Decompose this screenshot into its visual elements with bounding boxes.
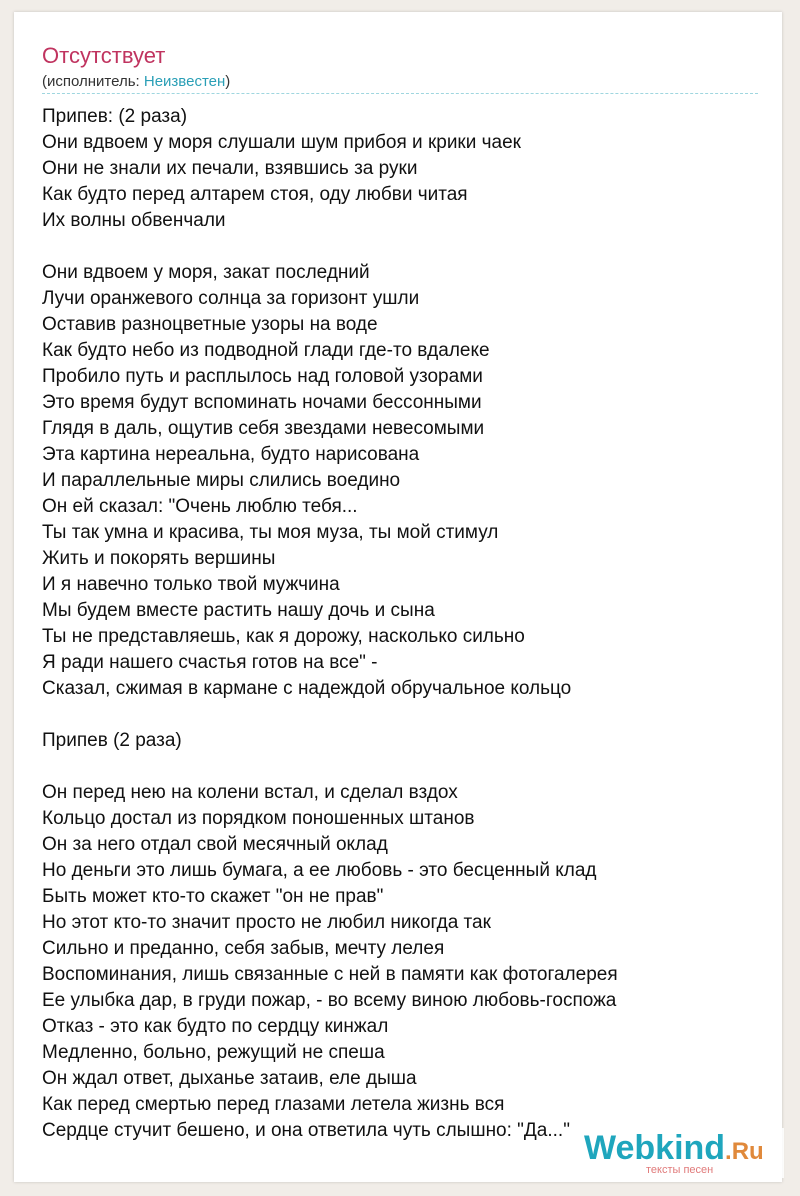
- lyric-line: Он за него отдал свой месячный оклад: [42, 834, 388, 855]
- lyric-line: Я ради нашего счастья готов на все" -: [42, 652, 378, 673]
- lyric-line: Припев: (2 раза): [42, 106, 188, 127]
- lyric-line: Он ждал ответ, дыханье затаив, еле дыша: [42, 1068, 417, 1089]
- lyric-line: Эта картина нереальна, будто нарисована: [42, 444, 420, 465]
- lyric-line: Оставив разноцветные узоры на воде: [42, 314, 378, 335]
- lyric-line: Быть может кто-то скажет "он не прав": [42, 886, 384, 907]
- watermark-tld: .Ru: [725, 1138, 764, 1165]
- lyric-line: Их волны обвенчали: [42, 210, 226, 231]
- lyric-line: Он ей сказал: "Очень люблю тебя...: [42, 496, 358, 517]
- watermark-name: Webkind: [584, 1129, 726, 1167]
- lyric-line: Как будто перед алтарем стоя, оду любви читая: [42, 184, 468, 205]
- lyric-line: [42, 234, 762, 260]
- lyric-line: Медленно, больно, режущий не спеша: [42, 1042, 385, 1063]
- lyric-line: Ее улыбка дар, в груди пожар, - во всему виною любовь-госпожа: [42, 990, 617, 1011]
- title-divider: [42, 93, 758, 94]
- lyric-line: Это время будут вспоминать ночами бессонными: [42, 392, 482, 413]
- lyric-line: Как перед смертью перед глазами летела жизнь вся: [42, 1094, 505, 1115]
- song-title: Отсутствует: [42, 43, 166, 68]
- lyric-line: Он перед нею на колени встал, и сделал вздох: [42, 782, 458, 803]
- lyric-line: И параллельные миры слились воедино: [42, 470, 401, 491]
- lyric-line: Они не знали их печали, взявшись за руки: [42, 158, 418, 179]
- lyric-line: Но деньги это лишь бумага, а ее любовь - это бесценный клад: [42, 860, 597, 881]
- lyric-line: Сказал, сжимая в кармане с надеждой обручальное кольцо: [42, 678, 572, 699]
- lyric-line: Кольцо достал из порядком поношенных штанов: [42, 808, 475, 829]
- lyric-line: Ты так умна и красива, ты моя муза, ты мой стимул: [42, 522, 499, 543]
- watermark-subtitle: тексты песен: [646, 1164, 714, 1176]
- lyric-line: Сильно и преданно, себя забыв, мечту лелея: [42, 938, 445, 959]
- lyric-line: Отказ - это как будто по сердцу кинжал: [42, 1016, 389, 1037]
- lyric-line: Глядя в даль, ощутив себя звездами невесомыми: [42, 418, 485, 439]
- lyric-line: Пробило путь и расплылось над головой узорами: [42, 366, 483, 387]
- artist-link[interactable]: Неизвестен: [143, 73, 226, 90]
- lyric-line: Они вдвоем у моря, закат последний: [42, 262, 370, 283]
- lyric-line: Сердце стучит бешено, и она ответила чуть слышно: "Да...": [42, 1120, 570, 1141]
- lyric-line: И я навечно только твой мужчина: [42, 574, 340, 595]
- lyric-line: Лучи оранжевого солнца за горизонт ушли: [42, 288, 420, 309]
- lyric-line: Ты не представляешь, как я дорожу, насколько сильно: [42, 626, 525, 647]
- lyric-line: Они вдвоем у моря слушали шум прибоя и крики чаек: [42, 132, 521, 153]
- lyric-line: Жить и покорять вершины: [42, 548, 276, 569]
- lyric-line: Но этот кто-то значит просто не любил никогда так: [42, 912, 491, 933]
- lyrics-text: [42, 104, 762, 1144]
- lyric-line: [42, 702, 762, 728]
- site-watermark[interactable]: [584, 1128, 784, 1178]
- artist-suffix: ): [225, 73, 231, 90]
- lyric-line: Припев (2 раза): [42, 730, 182, 751]
- lyric-line: Как будто небо из подводной глади где-то вдалеке: [42, 340, 490, 361]
- lyric-line: [42, 754, 762, 780]
- artist-prefix: (исполнитель:: [42, 73, 144, 90]
- artist-line: [42, 73, 230, 91]
- lyric-line: Воспоминания, лишь связанные с ней в памяти как фотогалерея: [42, 964, 618, 985]
- lyric-line: Мы будем вместе растить нашу дочь и сына: [42, 600, 435, 621]
